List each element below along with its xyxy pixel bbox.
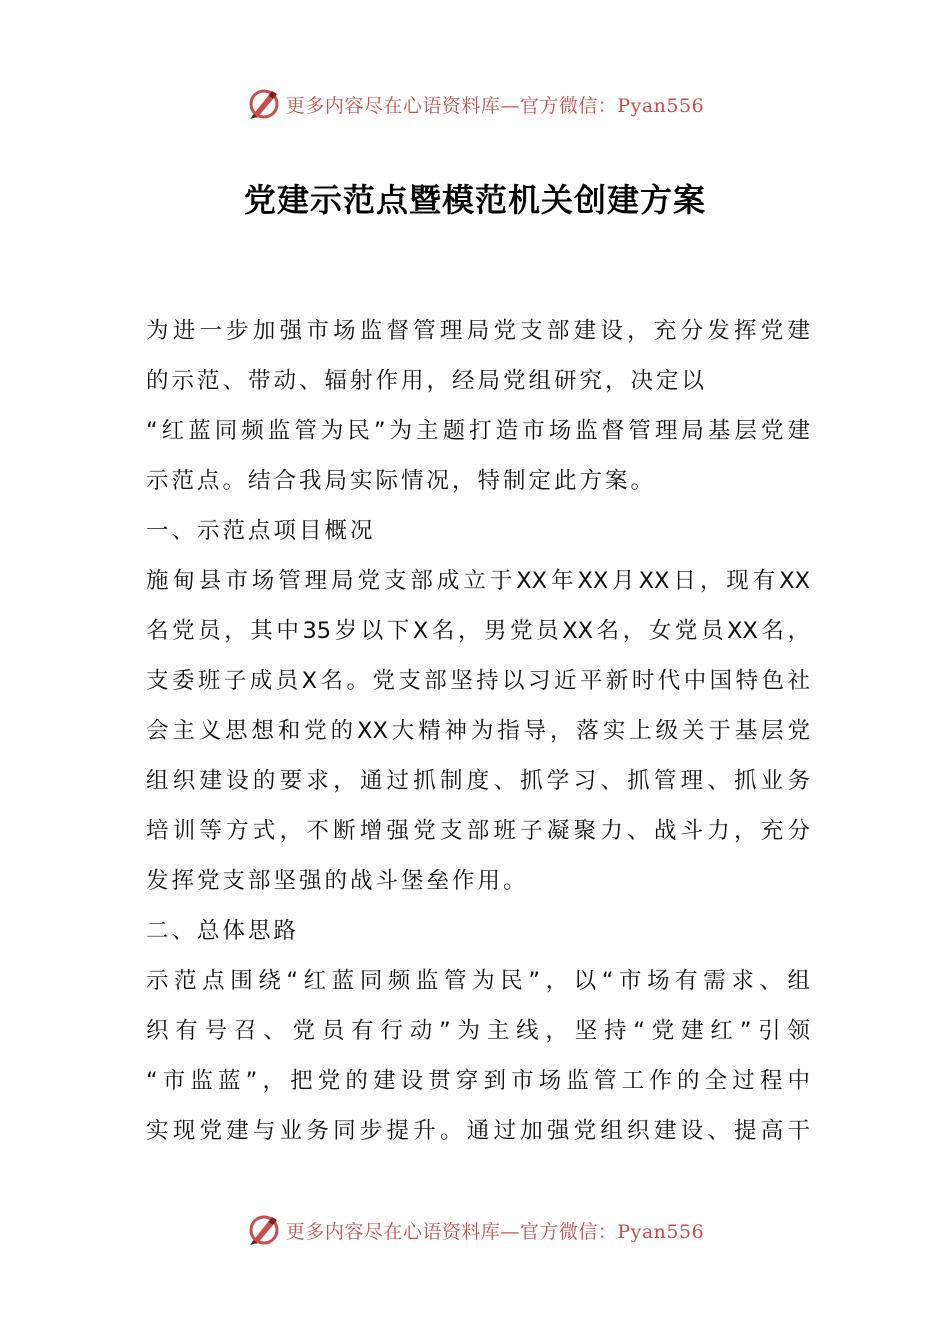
body-line: “市监蓝”，把党的建设贯穿到市场监管工作的全过程中 [146, 1068, 810, 1094]
pen-circle-logo-icon [246, 1212, 282, 1248]
section-heading: 二、总体思路 [146, 918, 300, 944]
document-body [146, 306, 810, 1156]
body-line: 为进一步加强市场监督管理局党支部建设，充分发挥党建 [146, 318, 810, 344]
body-line: “红蓝同频监管为民”为主题打造市场监督管理局基层党建 [146, 418, 810, 444]
body-line: 的示范、带动、辐射作用，经局党组研究，决定以 [146, 368, 708, 394]
body-line: 会主义思想和党的XX大精神为指导，落实上级关于基层党 [146, 718, 810, 744]
header-watermark [0, 84, 950, 124]
body-line: 示范点。结合我局实际情况，特制定此方案。 [146, 468, 657, 494]
footer-watermark [0, 1210, 950, 1250]
body-line: 培训等方式，不断增强党支部班子凝聚力、战斗力，充分 [146, 818, 810, 844]
body-line: 发挥党支部坚强的战斗堡垒作用。 [146, 868, 529, 894]
section-heading: 一、示范点项目概况 [146, 518, 376, 544]
body-line: 名党员，其中35岁以下X名，男党员XX名，女党员XX名， [146, 618, 810, 644]
body-line: 组织建设的要求，通过抓制度、抓学习、抓管理、抓业务 [146, 768, 810, 794]
body-line: 示范点围绕“红蓝同频监管为民”，以“市场有需求、组 [146, 968, 810, 994]
body-line: 施甸县市场管理局党支部成立于XX年XX月XX日，现有XX [146, 568, 810, 594]
watermark-text: 更多内容尽在心语资料库—官方微信：Pyan556 [285, 1220, 705, 1243]
body-line: 支委班子成员X名。党支部坚持以习近平新时代中国特色社 [146, 668, 810, 694]
body-line: 织有号召、党员有行动”为主线，坚持“党建红”引领 [146, 1018, 810, 1044]
pen-circle-logo-icon [246, 86, 282, 122]
page-title: 党建示范点暨模范机关创建方案 [243, 181, 706, 219]
body-line: 实现党建与业务同步提升。通过加强党组织建设、提高干 [146, 1118, 810, 1144]
watermark-text: 更多内容尽在心语资料库—官方微信：Pyan556 [285, 94, 705, 117]
